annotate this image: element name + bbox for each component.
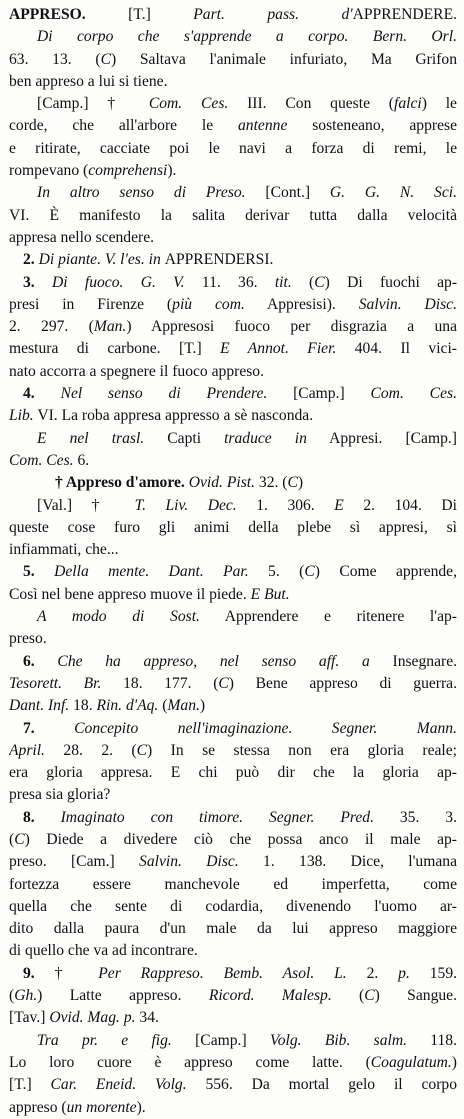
italic-run: C [287,474,298,492]
text-line [9,71,457,93]
text-run: Apprendere e ritenere l'ap- [199,608,457,626]
text-run: mestura di carbone. [T.] [9,340,221,358]
text-line [9,539,457,561]
text-run: dito dalla paura d'un male da lui appreso maggiore [9,920,457,938]
text-run [192,296,215,313]
text-line [9,316,457,338]
text-run: [Camp.] [267,385,371,403]
italic-run: Com. Ces. [9,451,74,469]
text-run [299,6,341,23]
text-line [9,361,457,383]
text-line [9,851,457,873]
bold-run: 8. [23,808,35,826]
italic-run: Tra pr. e fig. [37,1031,172,1049]
text-line [9,918,457,940]
text-run: di quello che va ad incontrare. [9,942,198,960]
text-run: ( [331,987,365,1005]
text-run: preso. [9,630,47,648]
italic-run: Gh. [14,987,38,1005]
text-line [9,294,457,316]
text-run: [Val.] † [37,496,135,514]
text-run [35,653,58,670]
text-line [9,428,457,450]
text-run [35,809,61,826]
italic-run: falci [394,95,422,113]
text-line [9,673,457,695]
text-line [9,807,457,829]
bold-run: † Appreso d'amore. [55,474,185,492]
text-run: VI. È manifesto la salita derivar tutta dalla velocità [9,206,457,224]
text-line [9,405,457,427]
text-run [35,720,74,737]
text-line [9,517,457,539]
text-run: Lo loro cuore è appreso come latte. ( [9,1053,371,1071]
italic-run: com. [215,295,245,313]
text-run: Appresisi). [244,295,359,313]
text-run: fortezza essere manchevole ed imperfetta, come [9,875,457,893]
italic-run: E But. [250,585,290,603]
text-run: infiammati, che... [9,541,119,559]
text-run: APPRENDERSI. [164,251,274,269]
italic-run: April. [9,741,45,759]
italic-run: Ricord. Malesp. [208,987,332,1005]
italic-run: Com. Ces. [370,385,457,403]
text-line [9,93,457,115]
text-line [9,160,457,182]
italic-run: Tesorett. Br. [9,674,102,692]
text-line [9,606,457,628]
italic-run: A modo di Sost. [37,608,200,626]
text-line [9,1097,457,1119]
italic-run: p. [398,964,410,982]
italic-run: C [14,830,25,848]
text-run: 6. [73,451,90,469]
text-line [9,561,457,583]
text-run: VI. La roba appresa appresso a sè nasconda. [33,407,314,425]
text-run: ) Latte appreso. [37,987,209,1005]
text-run: 404. Il vici- [336,340,457,358]
italic-run: Concepito nell'imaginazione. Segner. Mann. [74,719,457,737]
text-run: 1. 138. Dice, l'umana [238,853,457,871]
text-line [9,272,457,294]
text-run: rompevano ( [9,162,89,180]
italic-run: Com. Ces. [148,95,229,113]
text-run: [Cont.] [245,184,330,202]
text-run: ) [297,474,304,492]
italic-run: traduce in [224,429,307,447]
italic-run: Man. [167,697,200,715]
italic-run: comprehensi [88,162,168,180]
text-line [9,651,457,673]
italic-run: C [136,741,148,759]
text-run: nato accorra a spegnere il fuoco appreso. [9,362,265,380]
text-run: ) Bene appreso di guerra. [228,674,457,692]
text-run: 28. 2. ( [44,741,137,759]
text-run: 2. [346,964,399,982]
italic-run: T. Liv. Dec. [134,496,237,514]
bold-run: 2. [23,251,35,269]
italic-run: d' [341,6,353,23]
text-run: 35. 3. [373,808,457,826]
italic-run: Lib. [9,407,34,425]
bold-run: 3. [23,273,35,291]
italic-run: un morente [66,1098,137,1116]
text-run: 11. 36. [184,273,275,291]
text-run: ) In se stessa non era gloria reale; [147,741,457,759]
italic-run: E nel trasl. [37,429,145,447]
text-line [9,940,457,962]
italic-run: Salvin. Disc. [139,853,239,871]
italic-run: Volg. Bib. salm. [269,1031,408,1049]
text-line [9,784,457,806]
text-run: APPRENDERE. [352,6,457,23]
text-run: preso. [Cam.] [9,853,140,871]
text-line [9,1007,457,1029]
italic-run: Della mente. Dant. Par. [54,563,249,581]
text-line [9,762,457,784]
text-line [9,1052,457,1074]
text-run: † [34,964,99,982]
text-run: 63. 13. ( [9,50,101,68]
italic-run: C [314,273,325,291]
text-run: [T.] [85,6,194,23]
text-line [9,1030,457,1052]
text-run: ) le [421,95,457,113]
text-run: 159. [409,964,457,982]
text-run: 2. 104. Di [343,496,457,514]
italic-run: Che ha appreso, nel senso aff. a [57,652,370,670]
text-run: 118. [407,1031,457,1049]
text-run: ) Diede a divedere ciò che possa anco il male ap- [24,830,457,848]
italic-run: Man. [93,318,127,336]
text-run: ben appreso a lui si tiene. [9,72,168,90]
text-run: sosteneano, apprese [287,117,457,135]
text-line [9,985,457,1007]
text-line [9,874,457,896]
italic-run: C [364,987,375,1005]
italic-run: antenne [238,117,288,135]
text-run: 5. ( [248,563,305,581]
text-run: [Tav.] [9,1009,50,1027]
italic-run: Nel senso di Prendere. [60,385,268,403]
text-line [9,718,457,740]
italic-run: Di piante. V. l'es. in [38,251,161,269]
text-run [35,563,54,580]
italic-run: Rin. d'Aq. [96,697,159,715]
text-line [9,829,457,851]
text-run: corde, che all'arbore le [9,117,238,135]
text-line [9,896,457,918]
text-run: ) Sangue. [374,987,457,1005]
text-run: 556. Da mortal gelo il corpo [186,1076,457,1094]
italic-run: Part. pass. [193,6,299,23]
italic-run: Di fuoco. G. V. [52,273,185,291]
text-line [9,227,457,249]
italic-run: Per Rappreso. Bemb. Asol. L. [98,964,347,982]
text-run: ). [136,1098,146,1116]
text-line [9,115,457,137]
italic-run: tit. [274,273,292,291]
text-run: ( [9,830,15,848]
text-line [9,495,457,517]
italic-run: Imaginato con timore. Segner. Pred. [60,808,374,826]
text-run: Così nel bene appreso muove il piede. [9,585,251,603]
italic-run: Ovid. Pist. [188,474,256,492]
text-line [9,963,457,985]
italic-run: E [334,496,344,514]
text-run: queste cose furo gli animi della plebe sì appresi, sì [9,518,457,536]
text-run: ) [199,697,206,715]
text-run: presi in Firenze ( [9,295,173,313]
italic-run: Ovid. Mag. p. [49,1009,136,1027]
text-line [9,4,457,26]
text-line [9,740,457,762]
text-line [9,182,457,204]
bold-run: 9. [23,964,35,982]
text-line [9,205,457,227]
text-line [9,695,457,717]
text-line [9,472,457,494]
text-run: 34. [135,1009,159,1027]
text-run: III. Con queste ( [228,95,395,113]
text-line [9,1074,457,1096]
text-run: ) Saltava l'animale infuriato, Ma Grifon [110,50,457,68]
text-run: ) Appresosi fuoco per disgrazia a una [126,318,457,336]
text-run: 32. ( [255,474,288,492]
italic-run: Di corpo che s'apprende a corpo. Bern. Orl. [37,28,457,46]
italic-run: Car. Eneid. Volg. [50,1076,187,1094]
italic-run: Salvin. Disc. [358,295,457,313]
text-run: ) Come apprende, [314,563,457,581]
text-run [35,274,52,291]
text-line [9,584,457,606]
bold-run: 7. [23,719,35,737]
text-line [9,49,457,71]
italic-run: In altro senso di Preso. [37,184,246,202]
text-run: appreso ( [9,1098,67,1116]
text-line [9,628,457,650]
text-run: 18. 177. ( [101,674,219,692]
text-run: [Camp.] † [37,95,149,113]
text-run: ). [167,162,177,180]
text-run: 2. 297. ( [9,318,94,336]
text-run: era gloria appresa. E chi può dir che la gloria ap- [9,764,457,782]
text-run: presa sia gloria? [9,786,111,804]
italic-run: E Annot. Fier. [220,340,337,358]
text-run: ( [9,987,15,1005]
text-line [9,138,457,160]
italic-run: Coagulatum. [370,1053,452,1071]
italic-run: C [304,563,315,581]
text-line [9,450,457,472]
italic-run: G. G. N. Sci. [329,184,457,202]
text-line [9,383,457,405]
bold-run: 4. [23,385,35,403]
text-run: [Camp.] [171,1031,270,1049]
text-run: quella che sente di codardia, divenendo l'uomo ar- [9,897,457,915]
italic-run: C [218,674,229,692]
text-run [35,385,61,402]
bold-run: 6. [23,652,35,670]
text-run: ( [158,697,168,715]
text-line [9,249,457,271]
text-run: ( [291,273,315,291]
text-run: Insegnare. [369,652,457,670]
text-line [9,26,457,48]
text-run: Appresi. [Camp.] [306,429,457,447]
bold-run: APPRESO. [9,6,86,23]
text-run: ) Di fuochi ap- [324,273,457,291]
italic-run: più [172,295,193,313]
text-run: Capti [144,429,225,447]
text-run: e ritirate, cacciate poi le navi a forza di remi, le [9,139,457,157]
italic-run: Dant. Inf. [9,697,70,715]
italic-run: C [100,50,111,68]
text-line [9,338,457,360]
bold-run: 5. [23,563,35,581]
text-run: 1. 306. [236,496,335,514]
text-run: ) [451,1053,457,1071]
text-run: 18. [69,697,97,715]
text-run: appresa nello scendere. [9,228,155,246]
text-run: [T.] [9,1076,51,1094]
